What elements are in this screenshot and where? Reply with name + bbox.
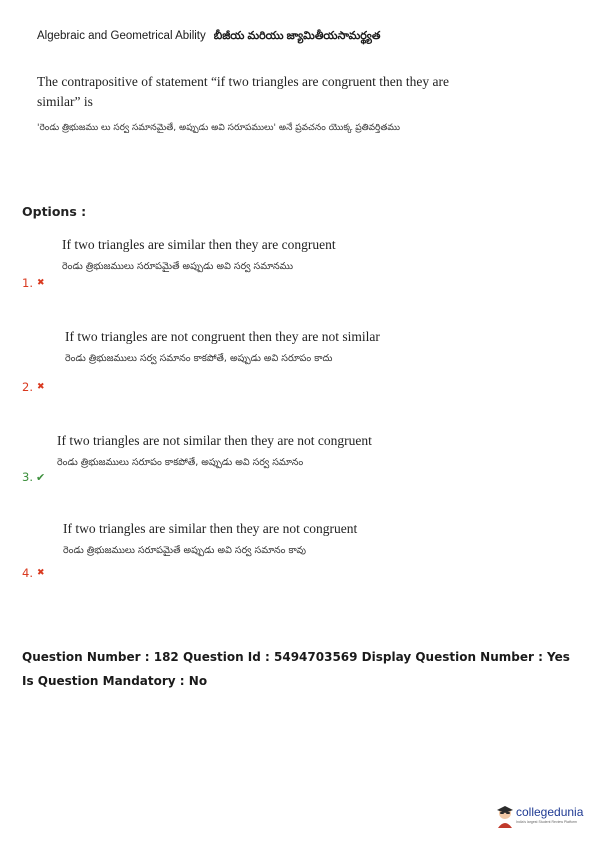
option-3-label: 3. <box>22 470 33 484</box>
question-text-english: The contrapositive of statement “if two triangles are congruent then they are similar” is <box>37 74 449 109</box>
option-2-english: If two triangles are not congruent then they are not similar <box>65 329 380 344</box>
option-4-label: 4. <box>22 566 33 580</box>
option-4-number <box>22 566 45 580</box>
option-3-telugu: రెండు త్రిభుజములు సరూపం కాకపోతే, అప్పుడు అవి సర్వ సమానం <box>57 457 304 468</box>
logo-tagline: India's largest Student Review Platform <box>516 820 577 824</box>
section-header <box>37 30 380 45</box>
option-3-number <box>22 470 45 484</box>
collegedunia-logo <box>494 802 586 830</box>
cross-icon: ✖ <box>36 278 45 288</box>
section-title-english: Algebraic and Geometrical Ability <box>37 30 206 42</box>
question-text-telugu: 'రెండు త్రిభుజము లు సర్వ సమానమైతే, అప్పుడు అవి సరూపములు' అనే ప్రవచనం యొక్క ప్రతివర్తితము <box>37 123 401 133</box>
option-2-label: 2. <box>22 380 33 394</box>
option-1-number <box>22 276 45 290</box>
cross-icon: ✖ <box>36 568 45 578</box>
cross-icon: ✖ <box>36 382 45 392</box>
option-1-english: If two triangles are similar then they are congruent <box>62 237 336 252</box>
check-icon: ✔ <box>35 471 46 484</box>
logo-wordmark: collegedunia <box>516 805 584 819</box>
option-1-telugu: రెండు త్రిభుజములు సరూపమైతే అప్పుడు అవి సర్వ సమానము <box>62 261 294 272</box>
student-avatar-icon <box>494 804 516 828</box>
section-title-telugu: బీజీయ మరియు జ్యామితీయసామర్థ్యత <box>213 30 381 42</box>
option-4-english: If two triangles are similar then they are not congruent <box>63 521 358 536</box>
question-metadata: Question Number : 182 Question Id : 5494703569 Display Question Number : Yes Is Question Mandatory : No <box>22 650 570 688</box>
option-2-telugu: రెండు త్రిభుజములు సర్వ సమానం కాకపోతే, అప్పుడు అవి సరూపం కాదు <box>65 353 333 364</box>
option-3-english: If two triangles are not similar then they are not congruent <box>57 433 372 448</box>
options-label: Options : <box>22 204 87 219</box>
option-1-label: 1. <box>22 276 33 290</box>
option-2-number <box>22 380 45 394</box>
option-4-telugu: రెండు త్రిభుజములు సరూపమైతే అప్పుడు అవి సర్వ సమానం కావు <box>63 545 306 556</box>
